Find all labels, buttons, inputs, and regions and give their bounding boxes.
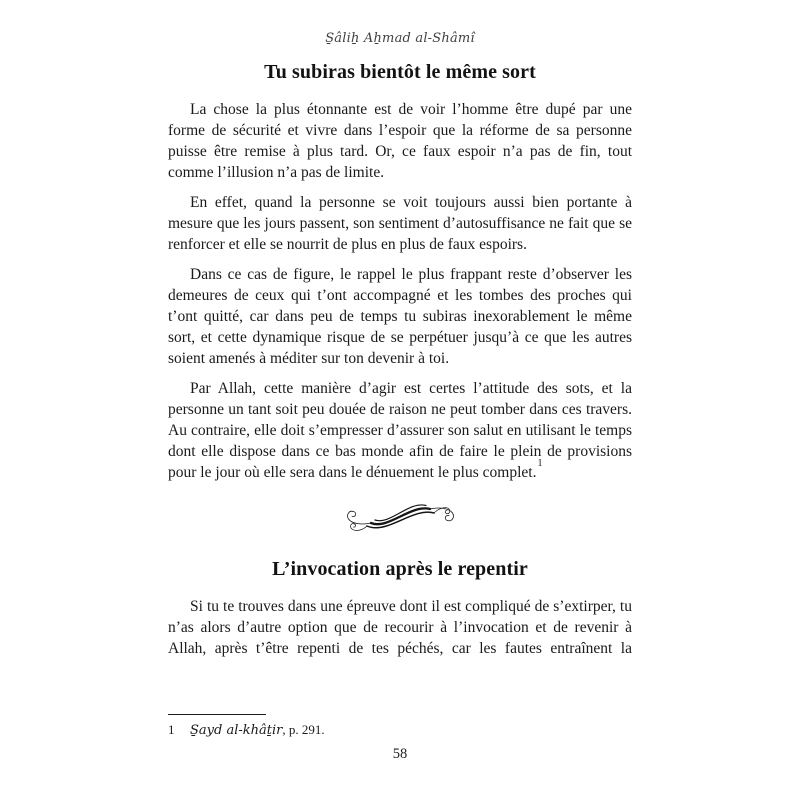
paragraph: Si tu te trouves dans une épreuve dont il est compliqué de s’extirper, tu n’as alors d’autre option que de recourir à l’invocation et de revenir à Allah, après t’être repenti de tes péchés, car les fautes entraînent la [168,598,632,657]
footnote-reference-superscript: 1 [537,457,543,469]
paragraph-text: Par Allah, cette manière d’agir est certes l’attitude des sots, et la personne un tant soit peu douée de raison ne peut tomber dans ces travers. Au contraire, elle doit s’empresser d’assurer son salut en utilisant le temps dont elle dispose dans ce bas monde afin de faire le plein de provisions pour le jour où elle sera dans le dénuement le plus complet. [168,380,632,481]
footnote-work-title: S̱ayd al-khâṯir [190,723,283,738]
section-title-invocation: L’invocation après le repentir [272,558,528,580]
footnote-area [168,714,632,739]
footnote-marker: 1 [168,722,175,737]
paragraph: Dans ce cas de figure, le rappel le plus frappant reste d’observer les demeures de ceux qui t’ont accompagné et les tombes des proches qui t’ont quitté, car dans peu de temps tu subiras inexorablement le même sort, et cette dynamique risque de se perpétuer jusqu’à ce que les autres soient amenés à méditer sur ton devenir à toi. [168,266,632,367]
paragraph: En effet, quand la personne se voit toujours aussi bien portante à mesure que les jours passent, son sentiment d’autosuffisance ne fait que se renforcer et elle se nourrit de plus en plus de faux espoirs. [168,194,632,253]
section-divider [168,492,632,540]
flourish-divider-icon [342,492,458,540]
footnote-separator-rule [168,714,266,715]
footnote-page-ref: , p. 291. [282,722,325,737]
footnote [168,721,632,739]
page-number: 58 [392,746,408,762]
paragraph [168,378,632,483]
running-header: S̱âliẖ Aẖmad al-Shâmî [325,31,475,46]
paragraph: La chose la plus étonnante est de voir l’homme être dupé par une forme de sécurité et vivre dans l’espoir que la réforme de sa personne puisse être remise à plus tard. Or, ce faux espoir n’a pas de fin, tout comme l’illusion n’a pas de limite. [168,101,632,181]
section-title-meme-sort: Tu subiras bientôt le même sort [264,61,536,83]
